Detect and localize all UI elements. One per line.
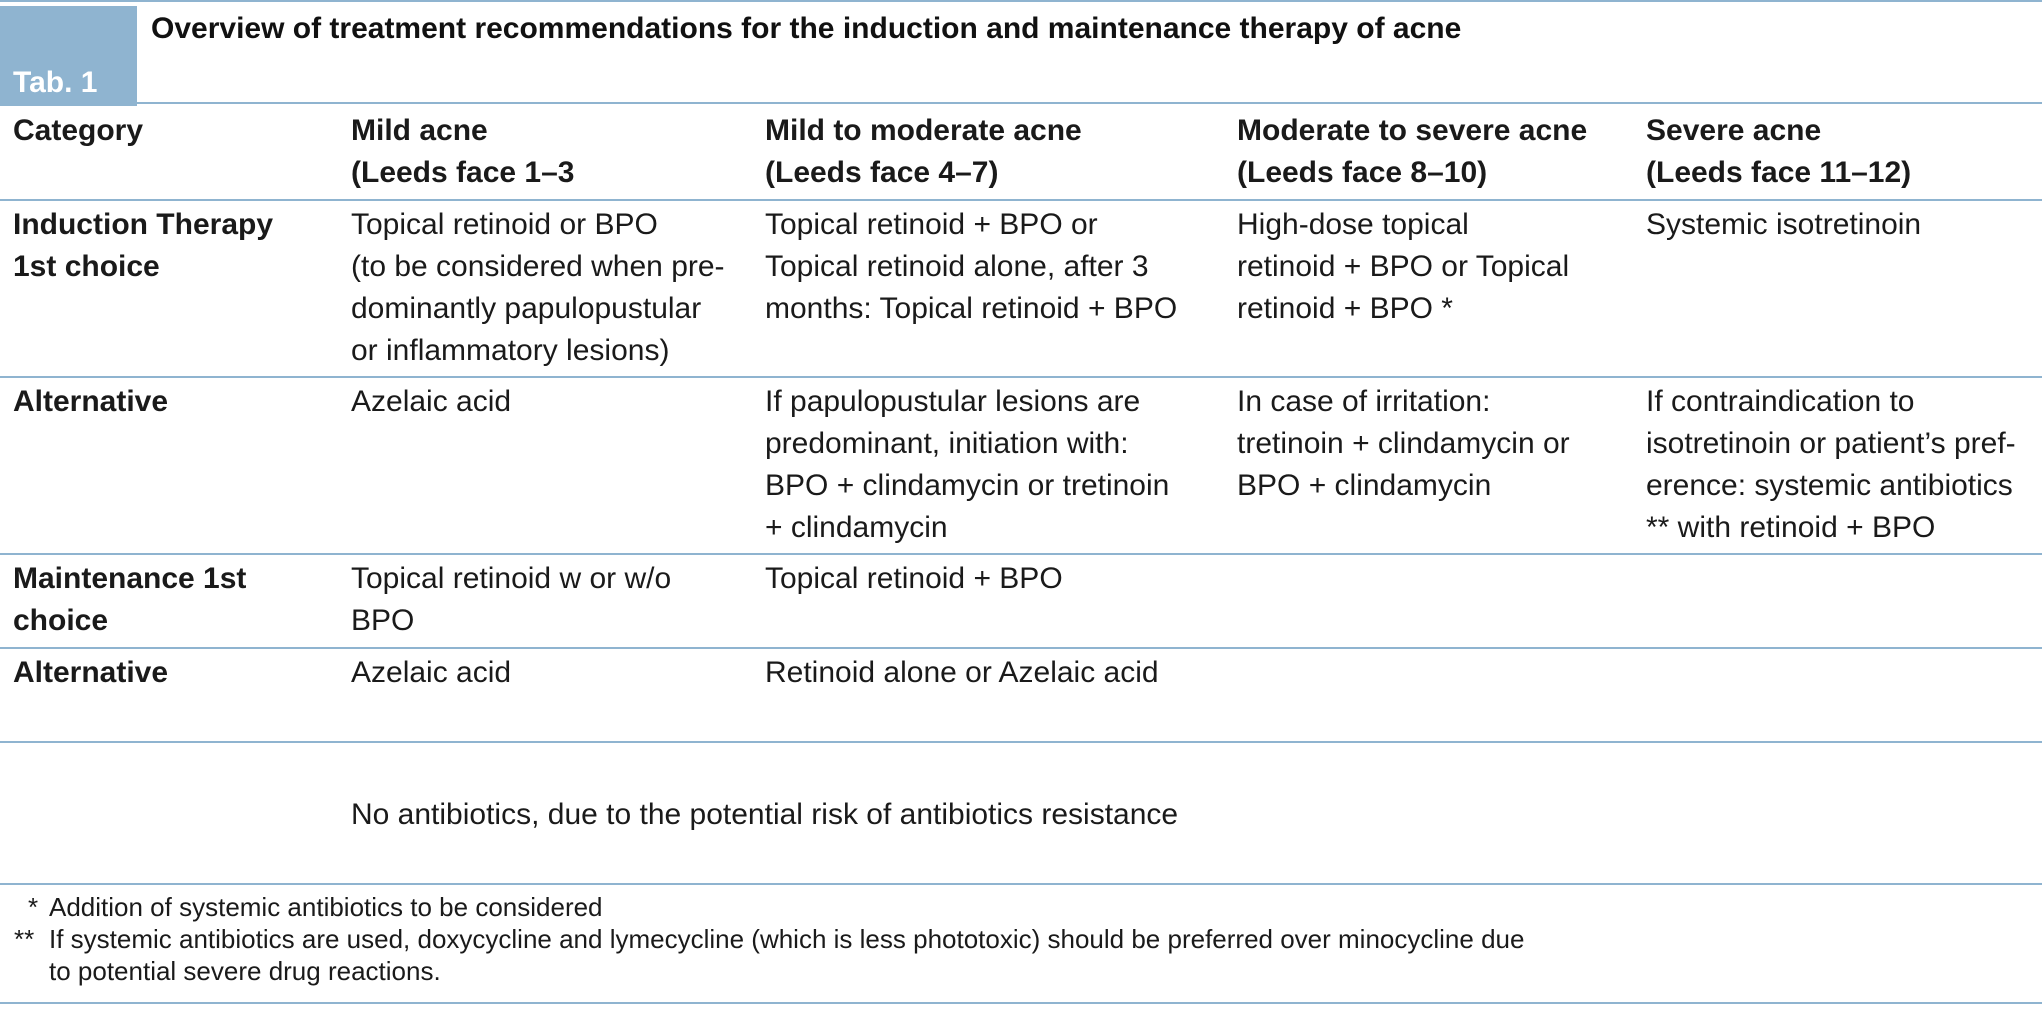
cell-alternative-maintenance-mild-moderate: Retinoid alone or Azelaic acid xyxy=(765,656,1159,689)
row-divider xyxy=(0,553,2042,555)
header-divider xyxy=(0,199,2042,201)
row-label-alternative-induction: Alternative xyxy=(13,385,169,418)
row-label-alternative-maintenance: Alternative xyxy=(13,656,169,689)
row-label-induction: Induction Therapy 1st choice xyxy=(13,208,274,283)
footnote-single-asterisk-text: Addition of systemic antibiotics to be considered xyxy=(49,892,603,922)
column-header-mild: Mild acne (Leeds face 1–3 xyxy=(351,114,575,189)
cell-alternative-mild-moderate: If papulopustular lesions are predominant, initiation with: BPO + clindamycin or tretinoin + clindamycin xyxy=(765,385,1170,544)
cell-induction-severe: Systemic isotretinoin xyxy=(1646,208,1922,241)
footnote-single-asterisk-mark: * xyxy=(28,892,39,922)
table-number-label xyxy=(0,6,137,106)
footnote-divider xyxy=(0,883,2042,885)
column-header-severe: Severe acne (Leeds face 11–12) xyxy=(1646,114,1912,189)
bottom-border xyxy=(0,1002,2042,1004)
cell-induction-mild-moderate: Topical retinoid + BPO or Topical retinoid alone, after 3 months: Topical retinoid + BPO xyxy=(765,208,1178,325)
row-divider xyxy=(0,647,2042,649)
cell-alternative-mild: Azelaic acid xyxy=(351,385,512,418)
table-title-bar xyxy=(0,0,2042,104)
table-number-text: Tab. 1 xyxy=(13,66,98,99)
row-label-maintenance: Maintenance 1st choice xyxy=(13,562,247,637)
column-header-category: Category xyxy=(13,114,144,147)
row-divider xyxy=(0,741,2042,743)
antibiotics-note: No antibiotics, due to the potential risk of antibiotics resistance xyxy=(351,798,1179,831)
cell-alternative-severe: If contraindication to isotretinoin or patient’s pref- erence: systemic antibiotics ** with retinoid + BPO xyxy=(1646,385,2016,544)
footnote-double-asterisk-mark: ** xyxy=(14,924,35,954)
cell-maintenance-mild-moderate: Topical retinoid + BPO xyxy=(765,562,1063,595)
cell-induction-mild: Topical retinoid or BPO (to be considered when pre- dominantly papulopustular or inflammatory lesions) xyxy=(351,208,725,367)
column-header-moderate-severe: Moderate to severe acne (Leeds face 8–10) xyxy=(1237,114,1588,189)
column-header-mild-moderate: Mild to moderate acne (Leeds face 4–7) xyxy=(765,114,1082,189)
row-divider xyxy=(0,376,2042,378)
cell-maintenance-mild: Topical retinoid w or w/o BPO xyxy=(351,562,672,637)
footnote-double-asterisk-text: If systemic antibiotics are used, doxycycline and lymecycline (which is less phototoxic) should be preferred over minocycline due to potential severe drug reactions. xyxy=(49,924,1525,986)
table-title: Overview of treatment recommendations for the induction and maintenance therapy of acne xyxy=(151,12,1462,45)
cell-alternative-maintenance-mild: Azelaic acid xyxy=(351,656,512,689)
cell-induction-moderate-severe: High-dose topical retinoid + BPO or Topical retinoid + BPO * xyxy=(1237,208,1570,325)
cell-alternative-moderate-severe: In case of irritation: tretinoin + clindamycin or BPO + clindamycin xyxy=(1237,385,1570,502)
